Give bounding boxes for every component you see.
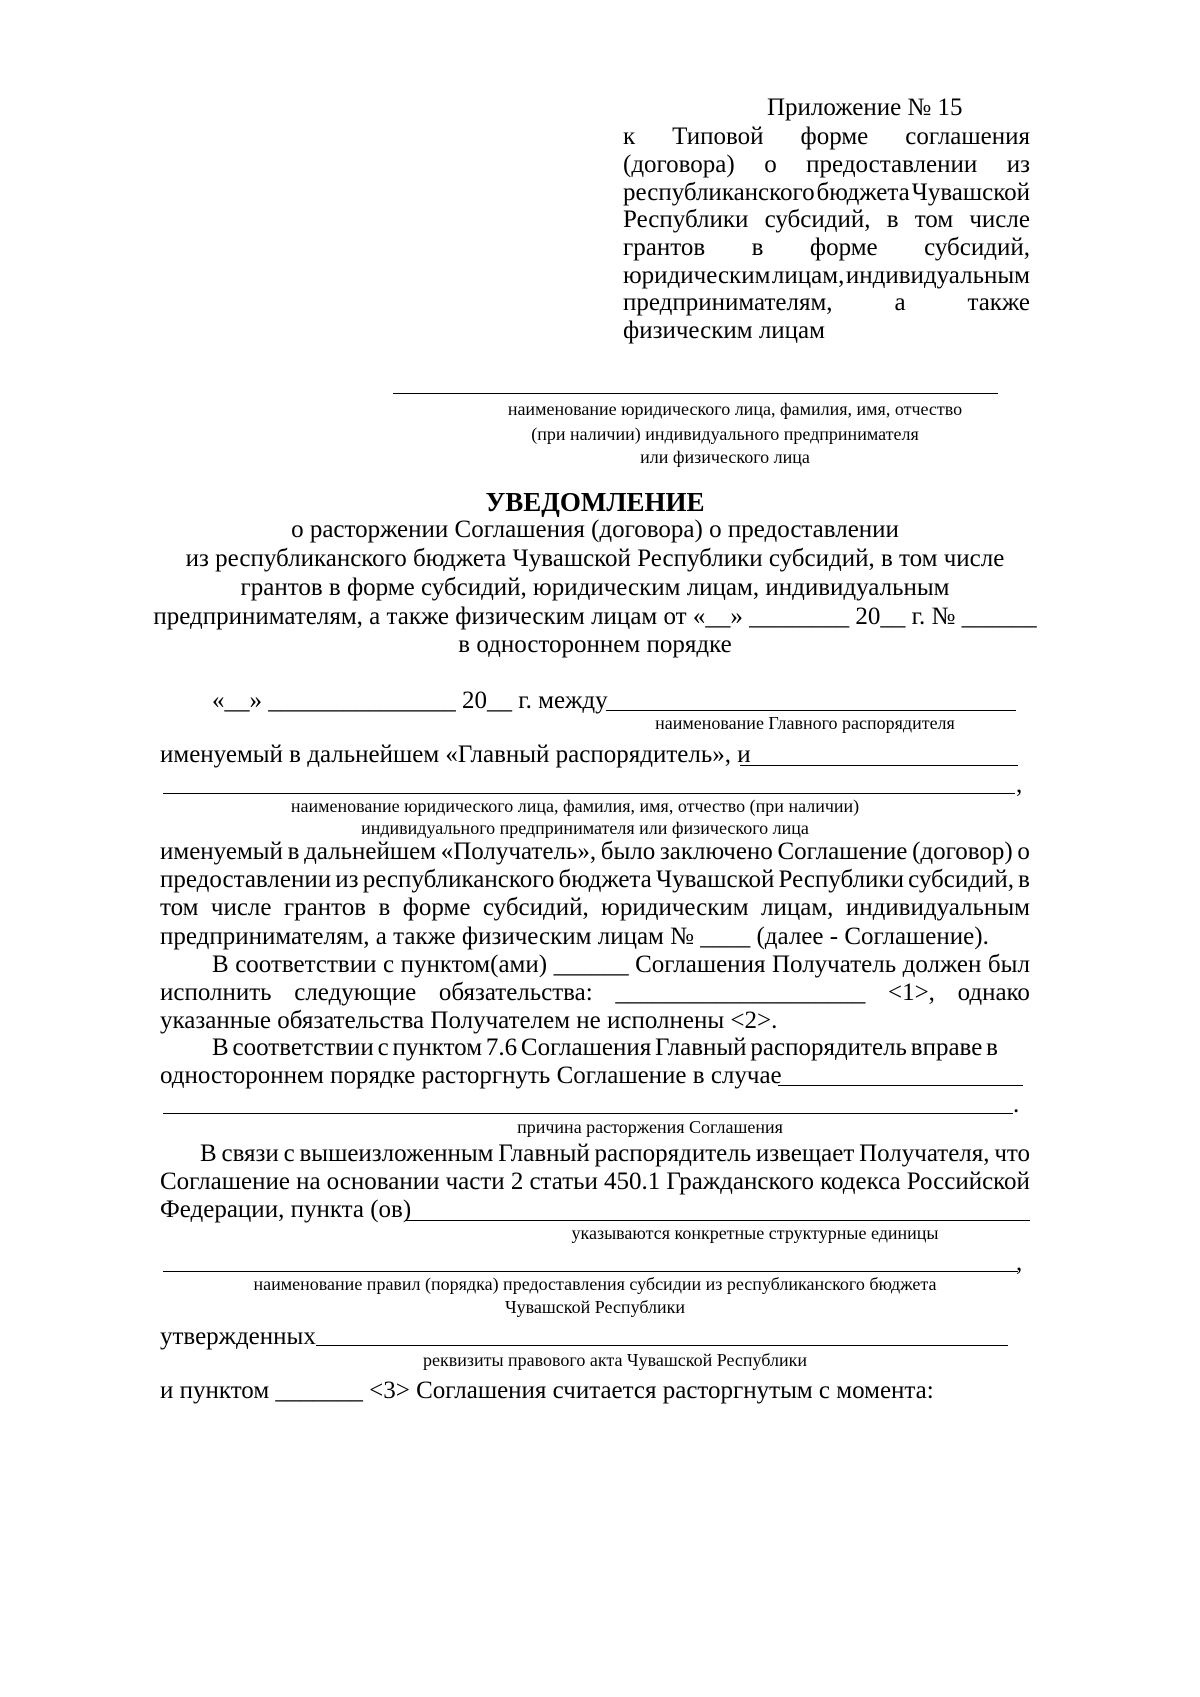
units-caption: указываются конкретные структурные единицы xyxy=(571,1223,939,1243)
word: о xyxy=(764,151,777,178)
word: субсидий, xyxy=(764,206,871,233)
appendix-line-7 xyxy=(623,288,1030,318)
word: соответствии xyxy=(232,1034,374,1061)
paragraph-3-line-1 xyxy=(212,1033,998,1063)
word: лицам, xyxy=(771,262,845,289)
word: Чувашской xyxy=(911,179,1030,206)
word: связи xyxy=(221,1140,279,1167)
word: лицам, xyxy=(760,894,834,921)
word: <1>, xyxy=(887,979,935,1006)
subtitle-line-5: в одностороннем порядке xyxy=(458,631,732,658)
word: субсидий, xyxy=(924,234,1030,261)
word: был xyxy=(987,951,1030,978)
word: в xyxy=(287,838,300,865)
word: Соглашение xyxy=(160,1168,290,1195)
document-title: УВЕДОМЛЕНИЕ xyxy=(485,487,705,517)
word: субсидий, xyxy=(908,866,1014,893)
word: 450.1 xyxy=(604,1168,661,1195)
word: Чувашской xyxy=(655,866,775,893)
appendix-line-6 xyxy=(623,261,1030,291)
word: в xyxy=(751,234,764,261)
word: бюджета xyxy=(558,866,652,893)
reason-line-a xyxy=(778,1085,1023,1086)
word: грантов xyxy=(623,234,706,261)
word: республиканского xyxy=(623,179,815,206)
word: к xyxy=(623,123,636,150)
paragraph-3-line-2: одностороннем порядке расторгнуть Соглашение в случае xyxy=(160,1062,782,1089)
word: соответствии xyxy=(235,951,377,978)
word: Типовой xyxy=(672,123,764,150)
word: извещает xyxy=(755,1140,855,1167)
subtitle-line-4: предпринимателям, а также физическим лицам от «__» ________ 20__ г. № ______ xyxy=(153,603,1037,630)
paragraph-4-line-1 xyxy=(200,1139,1030,1169)
word: о xyxy=(1017,838,1030,865)
paragraph-1-line-2 xyxy=(160,865,1030,895)
paragraph-4-line-2 xyxy=(160,1167,1030,1197)
word: «Получатель», xyxy=(440,838,597,865)
word: предоставлении xyxy=(806,151,978,178)
reason-caption: причина расторжения Соглашения xyxy=(517,1117,783,1137)
word: с xyxy=(377,1034,389,1061)
date-line: «__» _______________ 20__ г. между xyxy=(212,687,608,714)
word: числе xyxy=(969,206,1030,233)
word: в xyxy=(378,894,391,921)
word: юридическим xyxy=(623,262,771,289)
word: 2 xyxy=(510,1168,524,1195)
appendix-line-2 xyxy=(623,150,1030,180)
paragraph-2-line-1 xyxy=(212,950,1030,980)
word: Российской xyxy=(906,1168,1030,1195)
recipient-name-line-b xyxy=(163,793,1015,794)
word: форме xyxy=(800,123,869,150)
word: (договора) xyxy=(623,151,735,178)
word: Соглашения xyxy=(520,1034,652,1061)
word: с xyxy=(382,951,395,978)
comma-2: , xyxy=(1016,1249,1023,1276)
comma-1: , xyxy=(1016,771,1023,798)
recipient-caption-1: наименование юридического лица, фамилия, имя, отчество xyxy=(507,399,963,419)
paragraph-2-last: указанные обязательства Получателем не исполнены <2>. xyxy=(160,1007,778,1034)
recipient-caption-b2: индивидуального предпринимателя или физического лица xyxy=(361,818,809,838)
word: распорядитель xyxy=(594,1140,752,1167)
appendix-line-3 xyxy=(623,178,1030,208)
subtitle-line-1: о расторжении Соглашения (договора) о предоставлении xyxy=(291,516,899,543)
word: пунктом xyxy=(392,1034,483,1061)
word: В xyxy=(212,1034,229,1061)
word: Получатель xyxy=(771,951,897,978)
appendix-line-5 xyxy=(623,233,1030,263)
recipient-caption-b1: наименование юридического лица, фамилия, имя, отчество (при наличии) xyxy=(290,796,860,816)
word: Республики xyxy=(778,866,904,893)
rules-caption-1: наименование правил (порядка) предоставления субсидии из республиканского бюджета xyxy=(253,1274,937,1294)
word: бюджета xyxy=(816,179,910,206)
word: с xyxy=(283,1140,295,1167)
word: вправе xyxy=(910,1034,983,1061)
word: в xyxy=(986,1034,998,1061)
word: статьи xyxy=(529,1168,598,1195)
word: в xyxy=(1018,866,1030,893)
word: в xyxy=(886,206,899,233)
word: из xyxy=(335,866,359,893)
word: было xyxy=(600,838,656,865)
appendix-line-1 xyxy=(623,122,1030,152)
word: что xyxy=(994,1140,1030,1167)
appendix-line-4 xyxy=(623,205,1030,235)
word: заключено xyxy=(659,838,773,865)
period-1: . xyxy=(1013,1091,1020,1118)
word: Соглашения xyxy=(635,951,766,978)
word: Главный xyxy=(655,1034,747,1061)
word: (договор) xyxy=(912,838,1013,865)
word: В xyxy=(212,951,229,978)
word: грантов xyxy=(283,894,367,921)
approved-label: утвержденных xyxy=(160,1323,316,1350)
units-line xyxy=(405,1220,1030,1221)
word: однако xyxy=(957,979,1030,1006)
main-admin-line xyxy=(606,710,1016,711)
word: кодекса xyxy=(820,1168,901,1195)
word: соглашения xyxy=(905,123,1030,150)
final-line: и пунктом _______ <3> Соглашения считается расторгнутым с момента: xyxy=(160,1377,934,1404)
word: а xyxy=(894,289,906,316)
paragraph-1-line-3 xyxy=(160,893,1030,923)
word: индивидуальным xyxy=(845,894,1030,921)
recipient-name-line-a xyxy=(740,765,1018,766)
word: форме xyxy=(402,894,471,921)
recipient-caption-3: или физического лица xyxy=(640,447,810,467)
appendix-number: Приложение № 15 xyxy=(767,94,963,121)
word: предоставлении xyxy=(160,866,332,893)
word: следующие xyxy=(294,979,417,1006)
reason-line-b xyxy=(163,1113,1013,1114)
word: том xyxy=(914,206,954,233)
word: исполнить xyxy=(160,979,272,1006)
rules-line xyxy=(163,1271,1018,1272)
paragraph-2-line-2 xyxy=(160,978,1030,1008)
word: В xyxy=(200,1140,217,1167)
word: Получателя, xyxy=(859,1140,990,1167)
word: распорядитель xyxy=(750,1034,907,1061)
rules-caption-2: Чувашской Республики xyxy=(504,1297,686,1317)
main-admin-caption: наименование Главного распорядителя xyxy=(655,713,955,733)
word: части xyxy=(445,1168,505,1195)
word: Гражданского xyxy=(666,1168,814,1195)
word: республиканского xyxy=(362,866,555,893)
recipient-line xyxy=(393,393,998,394)
act-line xyxy=(316,1345,1008,1346)
paragraph-1-line-1 xyxy=(160,837,1030,867)
word: пунктом(ами) xyxy=(400,951,548,978)
word: предпринимателям, xyxy=(623,289,833,316)
word: Соглашение xyxy=(777,838,908,865)
subtitle-line-2: из республиканского бюджета Чувашской Республики субсидий, в том числе xyxy=(185,545,1005,572)
word: должен xyxy=(902,951,982,978)
word: вышеизложенным xyxy=(299,1140,494,1167)
word: субсидий, xyxy=(482,894,589,921)
word: ______ xyxy=(553,951,629,978)
word: именуемый xyxy=(160,838,283,865)
recipient-caption-2: (при наличии) индивидуального предпринимателя xyxy=(531,424,919,444)
paragraph-4-line-3: Федерации, пункта (ов) xyxy=(160,1196,412,1223)
word: индивидуальным xyxy=(845,262,1030,289)
subtitle-line-3: грантов в форме субсидий, юридическим лицам, индивидуальным xyxy=(240,574,950,601)
word: на xyxy=(296,1168,321,1195)
act-caption: реквизиты правового акта Чувашской Республики xyxy=(422,1350,807,1370)
word: также xyxy=(967,289,1030,316)
word: 7.6 xyxy=(485,1034,518,1061)
word: юридическим xyxy=(601,894,749,921)
word: обязательства: xyxy=(438,979,593,1006)
word: числе xyxy=(210,894,272,921)
word: форме xyxy=(809,234,878,261)
paragraph-1-last: предпринимателям, а также физическим лицам № ____ (далее - Соглашение). xyxy=(160,923,989,950)
word: том xyxy=(160,894,199,921)
word: из xyxy=(1006,151,1030,178)
word: Главный xyxy=(498,1140,590,1167)
word: Республики xyxy=(623,206,749,233)
appendix-last-line: физическим лицам xyxy=(623,317,825,344)
word: дальнейшем xyxy=(304,838,437,865)
word: основании xyxy=(326,1168,440,1195)
named-main-admin: именуемый в дальнейшем «Главный распорядитель», и xyxy=(160,741,751,768)
word: ____________________ xyxy=(615,979,866,1006)
